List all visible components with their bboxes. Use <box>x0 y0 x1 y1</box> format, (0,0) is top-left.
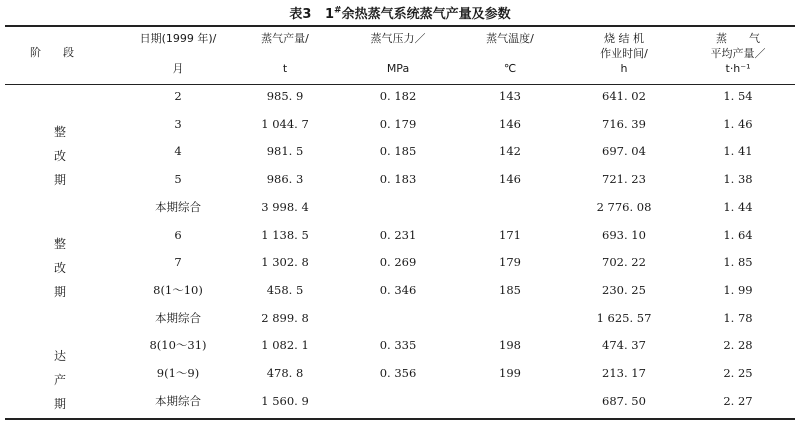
cell-date: 2 <box>174 89 182 103</box>
cell-date: 本期综合 <box>155 393 201 408</box>
cell-date: 本期综合 <box>155 199 201 214</box>
cell-average-output: 1. 44 <box>723 199 753 214</box>
cell-date: 8(1～10) <box>153 282 203 297</box>
system-number: 1 <box>325 7 335 22</box>
cell-pressure: 0. 269 <box>379 255 417 270</box>
cell-average-output: 1. 78 <box>723 310 753 325</box>
header-operating-time-label: 作业时间/ <box>600 47 648 60</box>
header-date-unit: 月 <box>172 62 184 75</box>
cell-average-output: 1. 38 <box>723 172 753 187</box>
header-operating-time: 烧 结 机 <box>604 32 644 45</box>
header-pressure: 蒸气压力／ <box>370 32 426 45</box>
header-temperature: 蒸气温度/ <box>486 32 534 45</box>
cell-temperature: 171 <box>499 227 521 242</box>
cell-average-output: 2. 25 <box>723 366 753 380</box>
top-rule <box>5 25 795 27</box>
cell-date: 9(1～9) <box>156 366 200 380</box>
cell-operating-time: 693. 10 <box>602 227 646 242</box>
cell-pressure: 0. 231 <box>379 227 417 242</box>
cell-quantity: 1 138. 5 <box>261 227 309 242</box>
cell-quantity: 1 082. 1 <box>261 338 309 353</box>
table-label: 表3 <box>289 7 312 22</box>
stage-label-char: 整 <box>53 237 66 251</box>
cell-date: 5 <box>174 172 182 187</box>
cell-average-output: 1. 46 <box>723 116 753 131</box>
cell-pressure: 0. 346 <box>379 282 417 297</box>
cell-operating-time: 474. 37 <box>602 338 646 353</box>
cell-pressure: 0. 179 <box>379 116 417 131</box>
cell-quantity: 2 899. 8 <box>261 310 309 325</box>
header-rule <box>5 84 795 85</box>
cell-date: 本期综合 <box>155 310 201 325</box>
system-number-superscript: # <box>334 5 342 16</box>
cell-operating-time: 721. 23 <box>602 172 646 187</box>
cell-temperature: 198 <box>499 338 521 353</box>
header-temperature-unit: ℃ <box>503 62 517 75</box>
header-date: 日期(1999 年)/ <box>139 32 217 45</box>
cell-operating-time: 716. 39 <box>602 116 646 131</box>
cell-operating-time: 697. 04 <box>602 144 646 159</box>
cell-operating-time: 213. 17 <box>602 366 646 380</box>
stage-label-char: 改 <box>53 261 66 275</box>
cell-operating-time: 1 625. 57 <box>596 310 652 325</box>
cell-quantity: 458. 5 <box>266 282 304 297</box>
cell-quantity: 3 998. 4 <box>261 199 309 214</box>
cell-pressure: 0. 335 <box>379 338 417 353</box>
header-average-output-label: 平均产量／ <box>710 47 766 60</box>
cell-average-output: 2. 28 <box>723 338 753 353</box>
cell-operating-time: 687. 50 <box>602 393 646 408</box>
cell-date: 4 <box>174 144 182 159</box>
cell-operating-time: 641. 02 <box>602 89 646 103</box>
cell-date: 6 <box>174 227 182 242</box>
cell-average-output: 1. 54 <box>723 89 753 103</box>
cell-temperature: 143 <box>499 89 521 103</box>
cell-operating-time: 230. 25 <box>602 282 646 297</box>
header-quantity: 蒸气产量/ <box>261 32 309 45</box>
cell-temperature: 199 <box>499 366 521 380</box>
cell-quantity: 1 560. 9 <box>261 393 309 408</box>
bottom-rule <box>5 418 795 420</box>
header-quantity-unit: t <box>282 62 288 75</box>
cell-pressure: 0. 182 <box>379 89 417 103</box>
cell-quantity: 1 302. 8 <box>261 255 309 270</box>
header-stage: 阶 段 <box>30 46 74 59</box>
cell-temperature: 179 <box>499 255 521 270</box>
cell-average-output: 2. 27 <box>723 393 753 408</box>
table-title <box>0 3 800 22</box>
stage-label-char: 期 <box>53 397 66 411</box>
title-text: 余热蒸气系统蒸气产量及参数 <box>341 7 511 22</box>
header-average-output-unit: t·h⁻¹ <box>725 62 751 75</box>
cell-quantity: 478. 8 <box>266 366 304 380</box>
cell-quantity: 981. 5 <box>266 144 304 159</box>
cell-operating-time: 702. 22 <box>602 255 646 270</box>
cell-temperature: 185 <box>499 282 521 297</box>
cell-quantity: 1 044. 7 <box>261 116 309 131</box>
cell-temperature: 146 <box>499 116 521 131</box>
stage-label-char: 期 <box>53 173 66 187</box>
cell-temperature: 146 <box>499 172 521 187</box>
header-operating-time-unit: h <box>620 62 628 75</box>
cell-average-output: 1. 99 <box>723 282 753 297</box>
cell-pressure: 0. 356 <box>379 366 417 380</box>
cell-quantity: 985. 9 <box>266 89 304 103</box>
cell-average-output: 1. 41 <box>723 144 753 159</box>
cell-pressure: 0. 185 <box>379 144 417 159</box>
stage-label-char: 达 <box>53 349 66 363</box>
cell-quantity: 986. 3 <box>266 172 304 187</box>
cell-average-output: 1. 64 <box>723 227 753 242</box>
cell-average-output: 1. 85 <box>723 255 753 270</box>
cell-date: 7 <box>174 255 182 270</box>
header-average-output: 蒸 气 <box>716 32 760 45</box>
header-pressure-unit: MPa <box>386 62 410 75</box>
stage-label-char: 期 <box>53 285 66 299</box>
stage-label-char: 产 <box>53 373 66 387</box>
cell-pressure: 0. 183 <box>379 172 417 187</box>
cell-operating-time: 2 776. 08 <box>596 199 652 214</box>
stage-label-char: 整 <box>53 125 66 139</box>
cell-date: 8(10～31) <box>149 338 207 353</box>
stage-label-char: 改 <box>53 149 66 163</box>
cell-temperature: 142 <box>499 144 521 159</box>
cell-date: 3 <box>174 116 182 131</box>
